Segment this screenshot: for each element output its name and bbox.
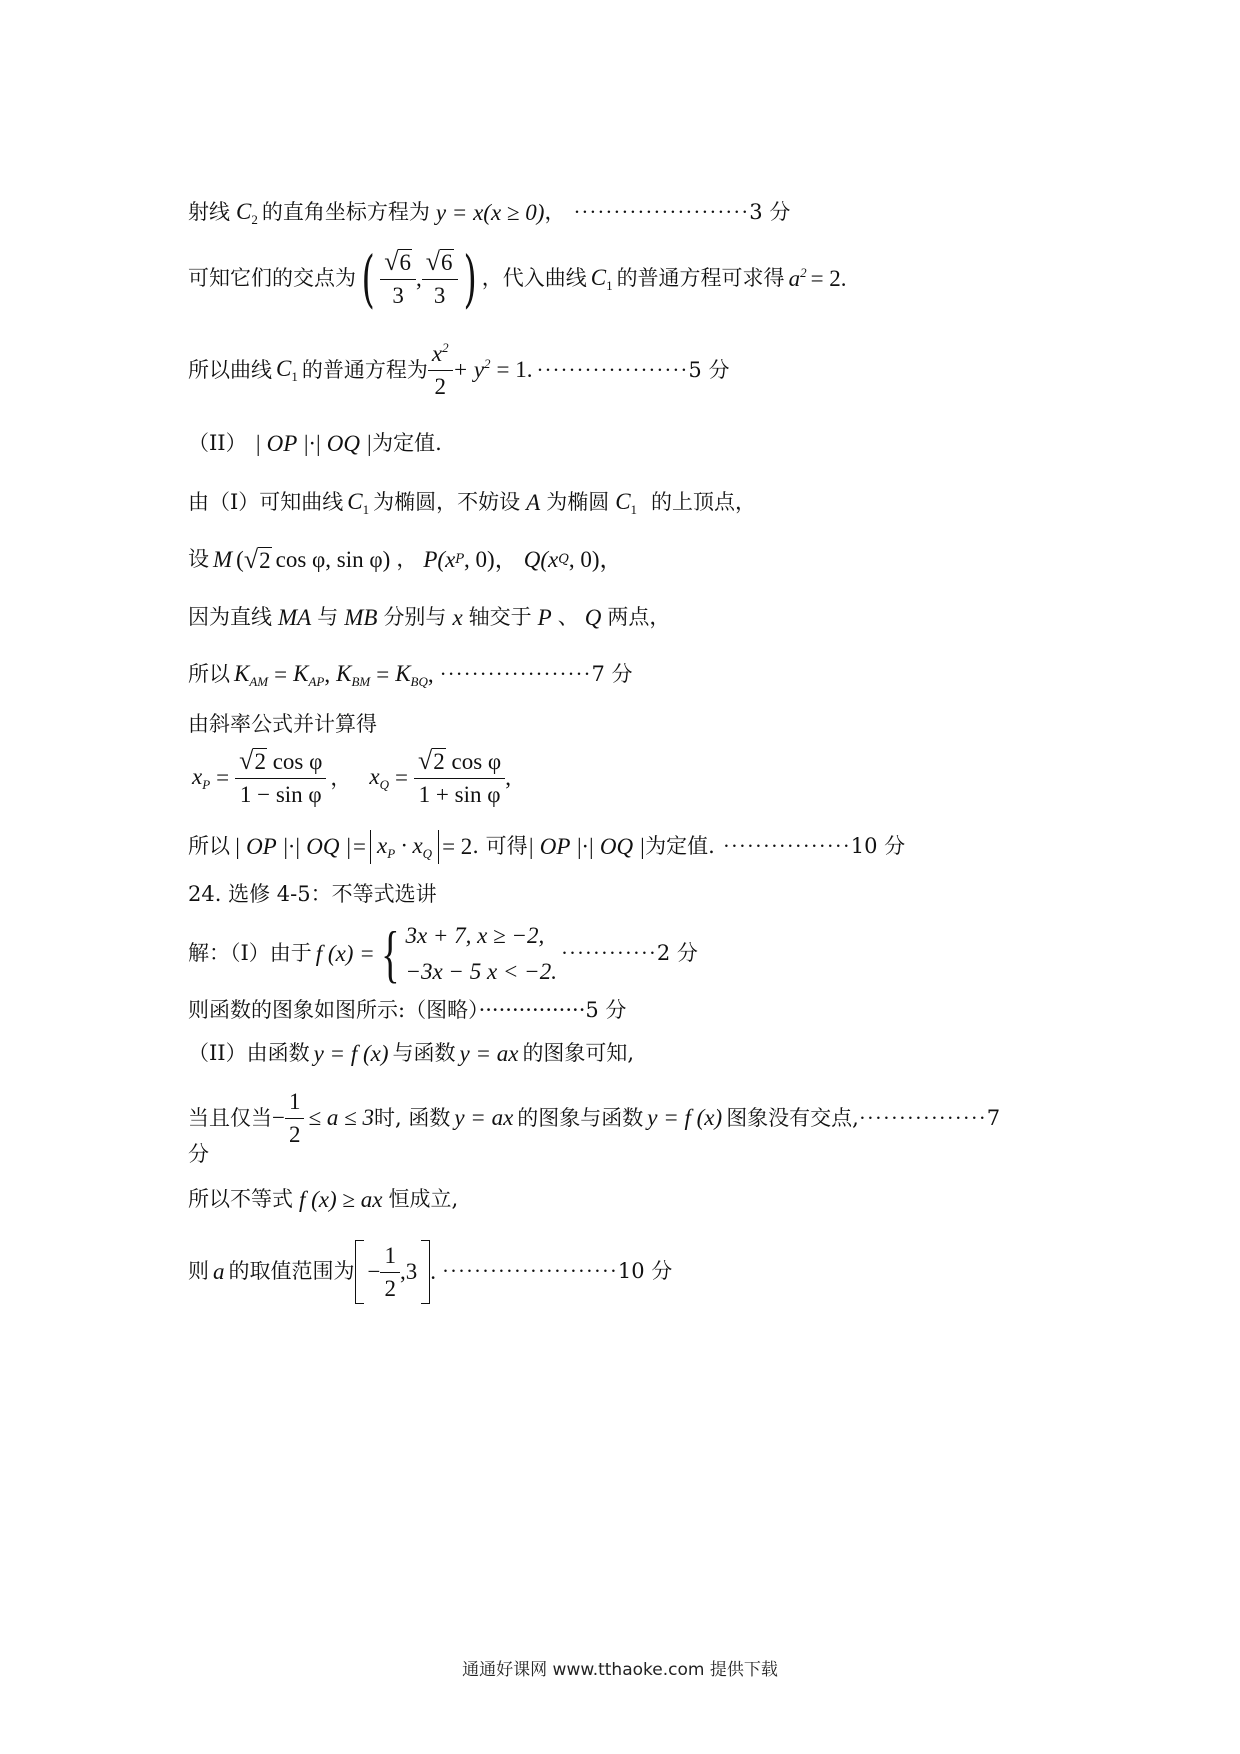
text: 由（I）可知曲线 (188, 490, 344, 515)
text: 可知它们的交点为 (188, 266, 356, 291)
math-MA: MA (278, 605, 312, 630)
math-eq: = 2. (810, 266, 847, 292)
score-label: 5 分 (688, 357, 730, 382)
text: 当且仅当 (188, 1105, 272, 1130)
text: 为椭圆，不妨设 (373, 490, 521, 515)
minus-sign: − (367, 1259, 381, 1285)
math-Q: Q (523, 547, 541, 572)
math-OPOQ: | OP |·| OQ | (527, 834, 646, 859)
math-abs-product: $x_P \cdot x_Q$ (370, 830, 439, 864)
case-row-2: −3x − 5 x < −2. (405, 959, 557, 984)
text: 则函数的图象如图所示:（图略）················5 分 (188, 998, 627, 1022)
math-range: ≤ a ≤ 3 (308, 1105, 374, 1131)
left-bracket (355, 1240, 364, 1304)
text: 由斜率公式并计算得 (188, 712, 377, 736)
line-score-wrap (188, 1142, 209, 1167)
line-slopes-equal: 所以 $K_{AM}$ = $K_{AP}$ , $K_{BM}$ = $K_{BQ}$ , ··················· 7 分 (188, 661, 633, 689)
text: 的图象可知, (522, 1041, 635, 1066)
text: 的取值范围为 (228, 1259, 355, 1284)
minus-sign: − (272, 1105, 285, 1131)
text: 所以曲线 (188, 357, 272, 382)
math-A: A (526, 490, 541, 515)
score-label: 10 分 (617, 1259, 673, 1284)
line-compute (188, 712, 377, 737)
math-y2: + $y^2$ (452, 356, 491, 383)
right-paren: ) (462, 242, 477, 315)
math-y-fx: y = f (x) (313, 1041, 389, 1066)
math-x: x (452, 605, 463, 630)
math-P: P (423, 547, 438, 572)
math-a2: $a^2$ (788, 265, 807, 292)
page-footer: 通通好课网 www.tthaoke.com 提供下载 (462, 1660, 778, 1680)
math-ray-eq: y = x(x ≥ 0) (435, 200, 545, 225)
right-bracket (421, 1240, 430, 1304)
fraction-sqrt6-3-b: √ 6 3 (424, 249, 456, 309)
text: ，代入曲线 (481, 266, 587, 291)
math-eq: = 1. (496, 357, 533, 383)
heading: 24. 选修 4-5：不等式选讲 (188, 882, 437, 906)
text: 则 (188, 1259, 209, 1284)
text: 设 (188, 547, 209, 572)
text: 与 (317, 605, 339, 630)
text: 为椭圆 (546, 490, 610, 515)
line-product-constant (188, 830, 905, 864)
line-lines-intersect (188, 604, 670, 632)
math-fx: f (x) = (315, 941, 375, 967)
line-inequality-holds (188, 1186, 458, 1214)
math-cos-sin: cos φ, sin φ) (275, 547, 391, 572)
math-C1: $C_1$ (590, 265, 613, 294)
text: 的普通方程为 (301, 357, 428, 382)
math-C1: $C_1$ (276, 356, 298, 385)
text: （II）由函数 (188, 1041, 310, 1066)
math-C2: $C_2$ (236, 199, 258, 227)
text: （II） (188, 431, 247, 456)
text: 分 (188, 1142, 209, 1166)
math-K-BM: $K_{BM}$ (336, 661, 371, 689)
math-M: M (213, 547, 233, 572)
text: 两点， (607, 605, 671, 630)
text: 所以 (188, 662, 230, 687)
text: 所以 (188, 834, 230, 859)
left-paren: ( (361, 242, 375, 315)
score-dots: ······················ (573, 200, 750, 225)
text: 的直角坐标方程为 (261, 200, 430, 225)
score-dots: ··················· (536, 357, 689, 382)
math-xQ: (x (540, 547, 559, 572)
math-C1: $C_1$ (347, 489, 370, 517)
math-xP: (x (437, 547, 456, 572)
math-K-BQ: $K_{BQ}$ (395, 661, 428, 689)
math-y-ax: y = ax (459, 1041, 519, 1066)
line-part2-graph (188, 1040, 634, 1068)
fraction-1-2: $\frac{1}{2}$ (287, 1088, 303, 1148)
math-y-fx: y = f (x) (647, 1105, 723, 1131)
fraction-sqrt6-3: √ 6 3 (382, 249, 414, 309)
score-dots: ······················ (441, 1259, 618, 1284)
fraction-xQ: √ 2 cos φ 1 + sin φ (416, 748, 503, 808)
math-xQ: $x_Q$ (369, 764, 389, 793)
line-set-points: 设 M ( √ 2 cos φ, sin φ) ， P (x P , 0)， Q (x Q , 0)， (188, 544, 623, 574)
text: 分别与 (383, 605, 447, 630)
math-fx-ge-ax: f (x) ≥ ax (299, 1187, 383, 1212)
text: 因为直线 (188, 605, 272, 630)
math-P: P (537, 605, 552, 630)
score-label: 10 分 (850, 834, 906, 859)
text: 的上顶点， (651, 490, 757, 515)
text: 轴交于 (468, 605, 532, 630)
math-zero: , 0)， (568, 547, 623, 572)
text: ， (544, 200, 566, 225)
score-dots: ················ (722, 834, 851, 859)
line-part2-claim (188, 430, 442, 458)
math-sqrt2: √ 2 (243, 544, 271, 574)
line-answer-range: 则 a 的取值范围为 − $\frac{1}{2}$ ,3 . ······················ 10 分 (188, 1240, 672, 1304)
math-MB: MB (344, 605, 378, 630)
section-heading-24 (188, 882, 437, 907)
text: 射线 (188, 200, 230, 225)
line-assume-vertex (188, 488, 756, 518)
score-label: 2 分 (656, 941, 698, 966)
math-eq: = 2 (442, 834, 473, 859)
text: 、 (557, 605, 579, 630)
text: 恒成立, (388, 1187, 459, 1212)
line-piecewise (188, 918, 698, 989)
line-ellipse-equation (188, 340, 729, 400)
text: 为定值. (372, 431, 442, 456)
score-label: 7 分 (591, 662, 633, 687)
math-C1: $C_1$ (615, 489, 638, 517)
text: 与函数 (392, 1041, 456, 1066)
math-comma-3: ,3 (399, 1259, 418, 1285)
score-label: 7 (986, 1105, 1001, 1130)
math-OPOQ: | OP |·| OQ |= (234, 834, 368, 859)
piecewise-cases: { 3x + 7, x ≥ −2, −3x − 5 x < −2. (380, 918, 557, 989)
math-y-ax: y = ax (454, 1105, 514, 1131)
sub-Q: Q (558, 552, 569, 567)
text: 的图象与函数 (517, 1105, 644, 1130)
line-xP-xQ: $x_P$ = √ 2 cos φ 1 − sin φ ， $x_Q$ = √ 2 cos φ 1 + sin φ , (192, 746, 511, 807)
math-K-AM: $K_{AM}$ (234, 661, 269, 689)
fraction-xP: √ 2 cos φ 1 − sin φ (237, 748, 324, 808)
score-dots: ················ (858, 1105, 987, 1130)
text: 为定值. (645, 834, 715, 859)
line-intersection (188, 242, 847, 315)
text: 时, 函数 (373, 1105, 451, 1130)
math-OPOQ: | OP |·| OQ | (254, 431, 373, 456)
math-K-AP: $K_{AP}$ (293, 661, 325, 689)
text: 解：（I）由于 (188, 941, 312, 966)
fraction-x2-2: $\frac{x^2}{2}$ (430, 340, 451, 400)
case-row-1: 3x + 7, x ≥ −2, (405, 923, 545, 949)
text: 所以不等式 (188, 1187, 293, 1212)
comma: , (415, 266, 422, 292)
score-label: 3 分 (749, 200, 791, 225)
sub-P: P (455, 552, 465, 567)
text: 的普通方程可求得 (616, 266, 785, 291)
text: . 可得 (472, 834, 528, 859)
line-ray-equation (188, 198, 790, 228)
math-Q: Q (584, 605, 602, 630)
line-graph-note (188, 998, 626, 1023)
line-condition (188, 1088, 1000, 1148)
math-a: a (213, 1259, 225, 1285)
fraction-1-2: $\frac{1}{2}$ (382, 1242, 398, 1302)
math-xP: $x_P$ (192, 764, 211, 793)
score-dots: ··················· (439, 662, 592, 687)
text: 图象没有交点, (726, 1105, 859, 1130)
score-dots: ············ (560, 941, 657, 966)
math-zero: , 0)， (464, 547, 518, 572)
